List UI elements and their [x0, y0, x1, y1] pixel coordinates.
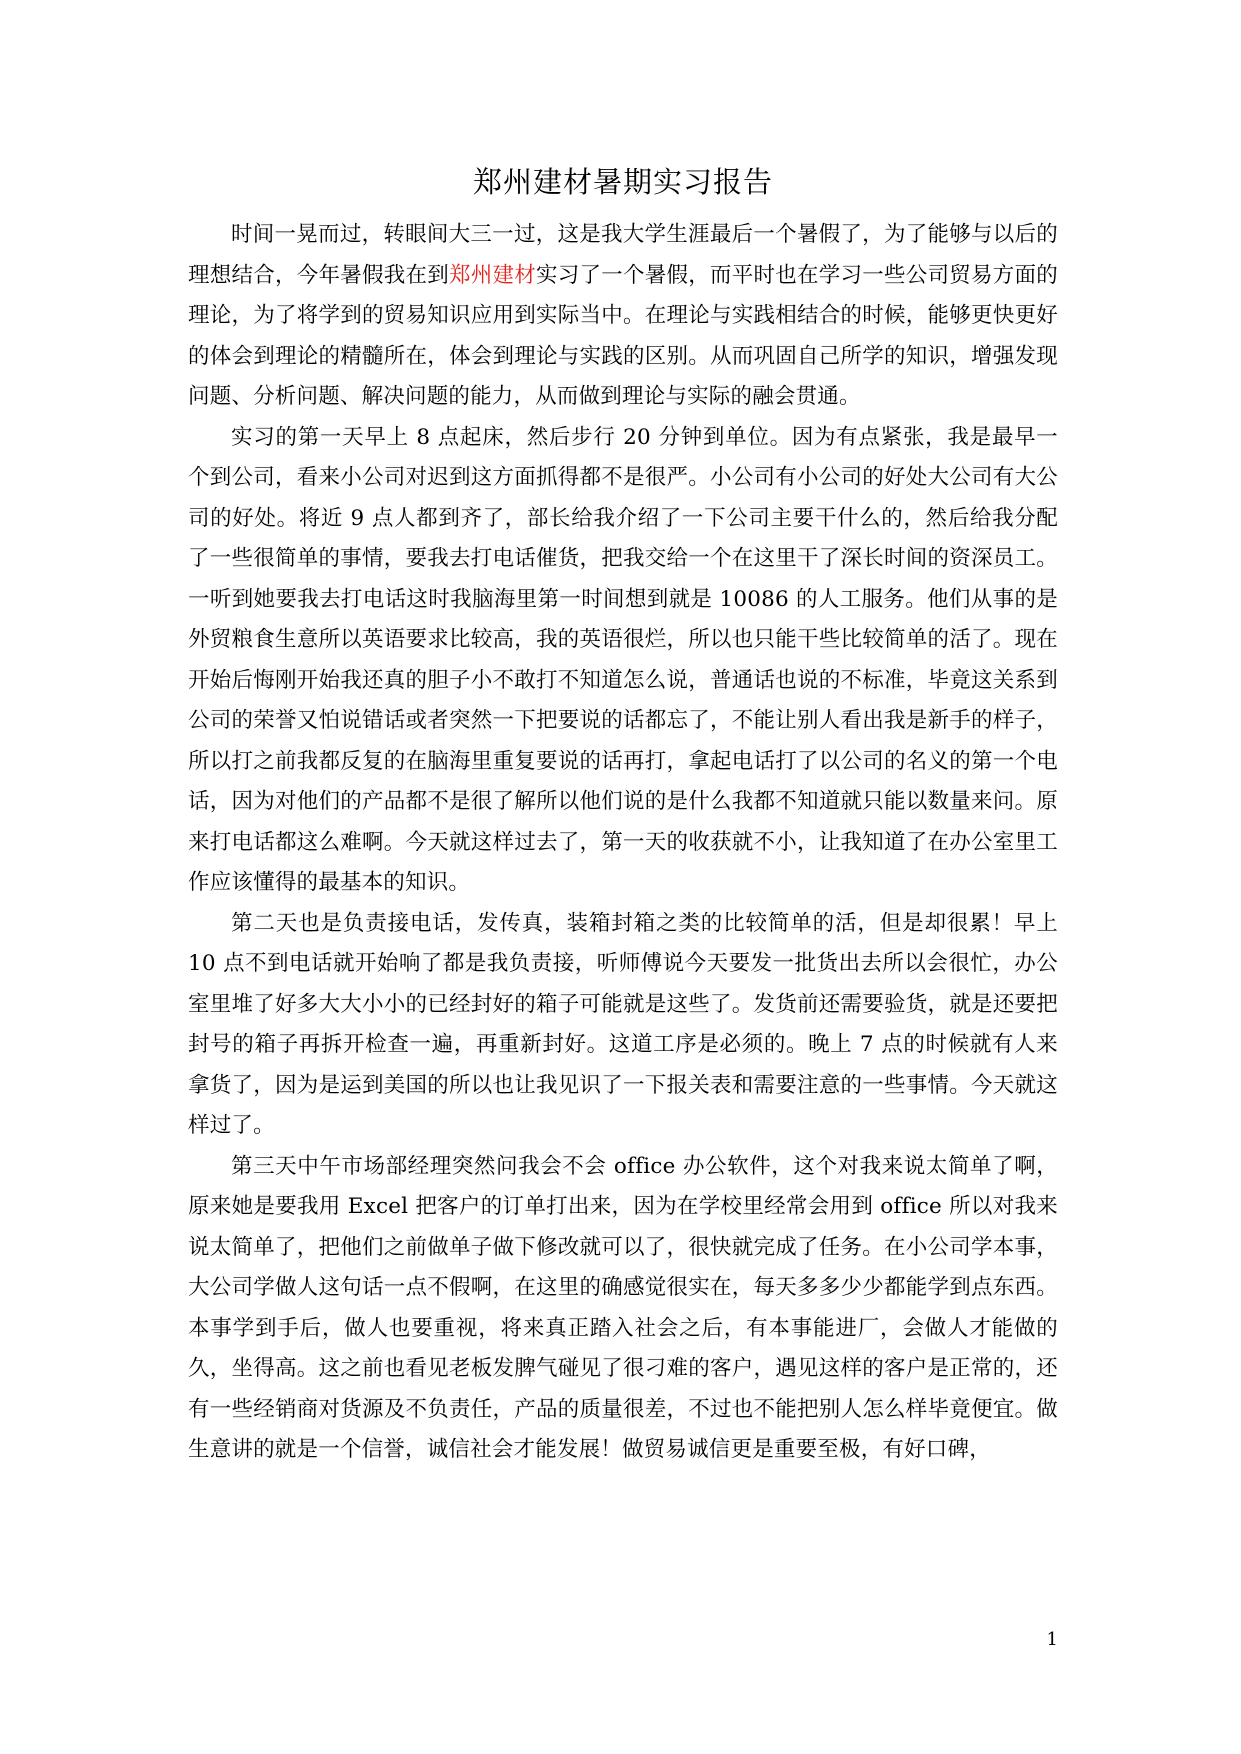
page-number: 1 — [1046, 1629, 1058, 1650]
paragraph-1-text-after: 实习了一个暑假，而平时也在学习一些公司贸易方面的理论，为了将学到的贸易知识应用到实际当中。在理论与实践相结合的时候，能够更快更好的体会到理论的精髓所在，体会到理论与实践的区别。从而巩固自己所学的知识，增强发现问题、分析问题、解决问题的能力，从而做到理论与实际的融会贯通。 — [188, 262, 1058, 409]
paragraph-3: 第二天也是负责接电话，发传真，装箱封箱之类的比较简单的活，但是却很累！早上 10 点不到电话就开始响了都是我负责接，听师傅说今天要发一批货出去所以会很忙，办公室里堆了好多大大小小的已经封好的箱子可能就是这些了。发货前还需要验货，就是还要把封号的箱子再拆开检查一遍，再重新封好。这道工序是必须的。晚上 7 点的时候就有人来拿货了，因为是运到美国的所以也让我见识了一下报关表和需要注意的一些事情。今天就这样过了。 — [188, 910, 1058, 1138]
paragraph-1-text-before: 时间一晃而过，转眼间大三一过，这是我大学生涯最后一个暑假了，为了能够与以后的理想结合，今年暑假我在到 — [188, 222, 1058, 288]
paragraph-1 — [188, 215, 1058, 418]
paragraph-4: 第三天中午市场部经理突然问我会不会 office 办公软件，这个对我来说太简单了啊，原来她是要我用 Excel 把客户的订单打出来，因为在学校里经常会用到 office 所以对我来说太简单了，把他们之前做单子做下修改就可以了，很快就完成了任务。在小公司学本事，大公司学做人这句话一点不假啊，在这里的确感觉很实在，每天多多少少都能学到点东西。本事学到手后，做人也要重视，将来真正踏入社会之后，有本事能进厂，会做人才能做的久，坐得高。这之前也看见老板发脾气碰见了很刁难的客户，遇见这样的客户是正常的，还有一些经销商对货源及不负责任，产品的质量很差，不过也不能把别人怎么样毕竟便宜。做生意讲的就是一个信誉，诚信社会才能发展！做贸易诚信更是重要至极，有好口碑， — [188, 1153, 1058, 1462]
paragraph-2: 实习的第一天早上 8 点起床，然后步行 20 分钟到单位。因为有点紧张，我是最早一个到公司，看来小公司对迟到这方面抓得都不是很严。小公司有小公司的好处大公司有大公司的好处。将近 9 点人都到齐了，部长给我介绍了一下公司主要干什么的，然后给我分配了一些很简单的事情，要我去打电话催货，把我交给一个在这里干了深长时间的资深员工。一听到她要我去打电话这时我脑海里第一时间想到就是 10086 的人工服务。他们从事的是外贸粮食生意所以英语要求比较高，我的英语很烂，所以也只能干些比较简单的活了。现在开始后悔刚开始我还真的胆子小不敢打不知道怎么说，普通话也说的不标准，毕竟这关系到公司的荣誉又怕说错话或者突然一下把要说的话都忘了，不能让别人看出我是新手的样子，所以打之前我都反复的在脑海里重复要说的话再打，拿起电话打了以公司的名义的第一个电话，因为对他们的产品都不是很了解所以他们说的是什么我都不知道就只能以数量来问。原来打电话都这么难啊。今天就这样过去了，第一天的收获就不小，让我知道了在办公室里工作应该懂得的最基本的知识。 — [188, 424, 1058, 895]
document-title: 郑州建材暑期实习报告 — [472, 165, 773, 199]
company-link[interactable]: 郑州建材 — [449, 262, 537, 288]
document-body — [188, 215, 1058, 1471]
